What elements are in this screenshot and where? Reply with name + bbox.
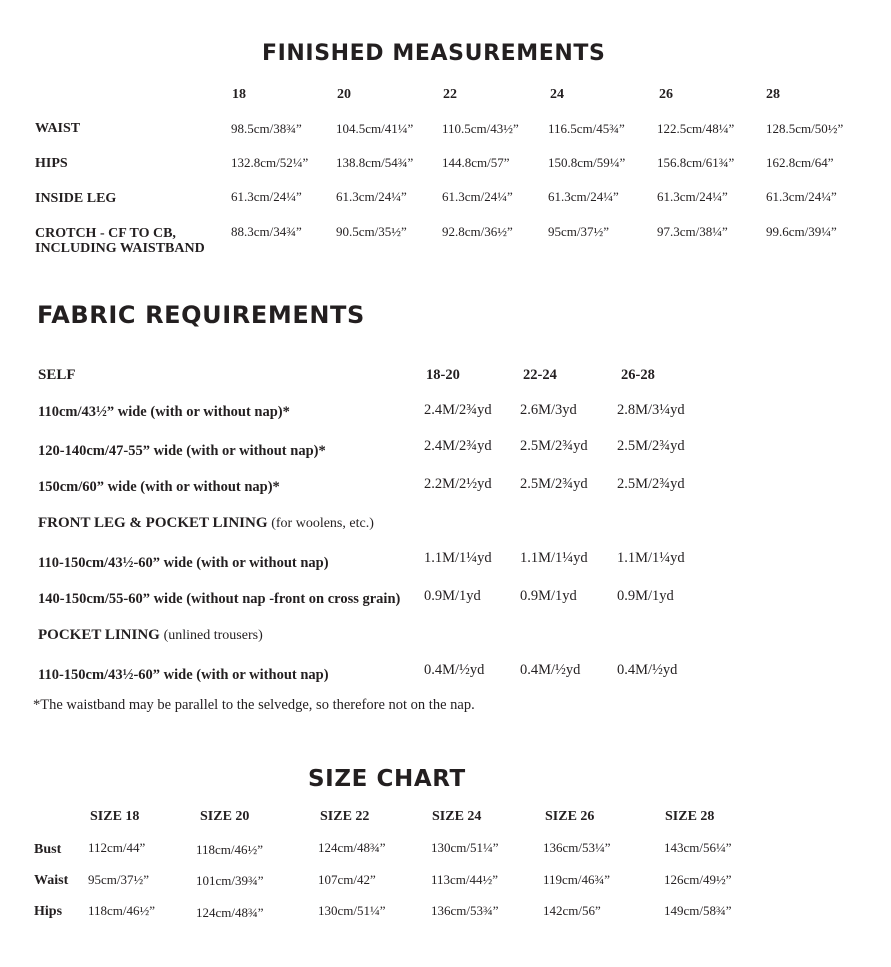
fabric-requirements-title: FABRIC REQUIREMENTS xyxy=(37,301,365,329)
fabric-value: 1.1M/1¼yd xyxy=(617,550,685,566)
fabric-value: 0.9M/1yd xyxy=(424,588,481,604)
cell-value: 116.5cm/45¾” xyxy=(548,121,625,136)
cell-value: 90.5cm/35½” xyxy=(336,224,407,239)
fabric-value: 1.1M/1¼yd xyxy=(520,550,588,566)
fabric-value: 0.4M/½yd xyxy=(520,662,581,678)
fabric-value: 0.4M/½yd xyxy=(424,662,485,678)
size-row-label-hips: Hips xyxy=(34,904,63,919)
size-value: 142cm/56” xyxy=(543,903,601,918)
cell-value: 138.8cm/54¾” xyxy=(336,155,414,170)
fabric-value: 2.4M/2¾yd xyxy=(424,438,492,454)
fabric-value: 0.9M/1yd xyxy=(617,588,674,604)
fabric-value: 2.4M/2¾yd xyxy=(424,402,492,418)
fabric-value: 0.9M/1yd xyxy=(520,588,577,604)
cell-value: 61.3cm/24¼” xyxy=(766,189,837,204)
size-value: 107cm/42” xyxy=(318,872,376,887)
cell-value: 104.5cm/41¼” xyxy=(336,121,414,136)
size-group-header: 22-24 xyxy=(523,367,557,383)
cell-value: 132.8cm/52¼” xyxy=(231,155,309,170)
size-value: 124cm/48¾” xyxy=(196,905,264,920)
front-leg-section-heading xyxy=(38,515,374,532)
size-value: 101cm/39¾” xyxy=(196,873,264,888)
fabric-value: 2.8M/3¼yd xyxy=(617,402,685,418)
row-label-crotch-line2: INCLUDING WAISTBAND xyxy=(35,241,205,256)
cell-value: 97.3cm/38¼” xyxy=(657,224,728,239)
pocket-lining-section-heading xyxy=(38,627,263,644)
cell-value: 61.3cm/24¼” xyxy=(657,189,728,204)
pocket-lining-note: (unlined trousers) xyxy=(163,628,263,643)
front-leg-title: FRONT LEG & POCKET LINING xyxy=(38,515,268,531)
cell-value: 61.3cm/24¼” xyxy=(548,189,619,204)
size-value: 118cm/46½” xyxy=(196,842,264,857)
fabric-value: 2.2M/2½yd xyxy=(424,476,492,492)
fabric-value: 2.6M/3yd xyxy=(520,402,577,418)
row-label-inside-leg: INSIDE LEG xyxy=(35,191,117,206)
fabric-row-label: 110-150cm/43½-60” wide (with or without nap) xyxy=(38,667,329,683)
pocket-lining-title: POCKET LINING xyxy=(38,627,160,643)
size-value: 136cm/53¼” xyxy=(543,840,611,855)
fabric-row-label: 150cm/60” wide (with or without nap)* xyxy=(38,479,280,495)
size-chart-title: SIZE CHART xyxy=(308,766,466,792)
size-header: 24 xyxy=(550,87,564,102)
row-label-waist: WAIST xyxy=(35,121,81,136)
size-header: 18 xyxy=(232,87,246,102)
size-value: 95cm/37½” xyxy=(88,872,150,887)
fabric-row-label: 120-140cm/47-55” wide (with or without nap)* xyxy=(38,443,326,459)
size-row-label-bust: Bust xyxy=(34,842,62,857)
front-leg-note: (for woolens, etc.) xyxy=(271,516,374,531)
size-value: 130cm/51¼” xyxy=(318,903,386,918)
size-value: 112cm/44” xyxy=(88,840,146,855)
size-chart-header: SIZE 20 xyxy=(200,809,250,824)
fabric-value: 2.5M/2¾yd xyxy=(617,476,685,492)
size-header: 22 xyxy=(443,87,457,102)
fabric-value: 1.1M/1¼yd xyxy=(424,550,492,566)
size-header: 26 xyxy=(659,87,673,102)
cell-value: 61.3cm/24¼” xyxy=(442,189,513,204)
size-value: 130cm/51¼” xyxy=(431,840,499,855)
cell-value: 122.5cm/48¼” xyxy=(657,121,735,136)
size-group-header: 18-20 xyxy=(426,367,460,383)
fabric-value: 2.5M/2¾yd xyxy=(520,476,588,492)
cell-value: 95cm/37½” xyxy=(548,224,610,239)
size-value: 113cm/44½” xyxy=(431,872,499,887)
cell-value: 61.3cm/24¼” xyxy=(336,189,407,204)
size-chart-header: SIZE 18 xyxy=(90,809,140,824)
fabric-row-label: 110-150cm/43½-60” wide (with or without nap) xyxy=(38,555,329,571)
size-chart-header: SIZE 22 xyxy=(320,809,370,824)
size-chart-header: SIZE 26 xyxy=(545,809,595,824)
fabric-value: 0.4M/½yd xyxy=(617,662,678,678)
cell-value: 98.5cm/38¾” xyxy=(231,121,302,136)
size-header: 28 xyxy=(766,87,780,102)
cell-value: 128.5cm/50½” xyxy=(766,121,844,136)
size-value: 136cm/53¾” xyxy=(431,903,499,918)
size-value: 124cm/48¾” xyxy=(318,840,386,855)
cell-value: 156.8cm/61¾” xyxy=(657,155,735,170)
row-label-hips: HIPS xyxy=(35,156,68,171)
size-header: 20 xyxy=(337,87,351,102)
cell-value: 99.6cm/39¼” xyxy=(766,224,837,239)
cell-value: 92.8cm/36½” xyxy=(442,224,513,239)
cell-value: 144.8cm/57” xyxy=(442,155,510,170)
size-chart-header: SIZE 28 xyxy=(665,809,715,824)
fabric-value: 2.5M/2¾yd xyxy=(617,438,685,454)
fabric-row-label: 110cm/43½” wide (with or without nap)* xyxy=(38,404,290,420)
size-value: 118cm/46½” xyxy=(88,903,156,918)
size-group-header: 26-28 xyxy=(621,367,655,383)
size-value: 143cm/56¼” xyxy=(664,840,732,855)
size-row-label-waist: Waist xyxy=(34,873,69,888)
cell-value: 61.3cm/24¼” xyxy=(231,189,302,204)
footnote: *The waistband may be parallel to the selvedge, so therefore not on the nap. xyxy=(33,697,475,713)
size-value: 149cm/58¾” xyxy=(664,903,732,918)
self-label: SELF xyxy=(38,367,76,383)
finished-measurements-title: FINISHED MEASUREMENTS xyxy=(262,41,606,66)
cell-value: 150.8cm/59¼” xyxy=(548,155,626,170)
cell-value: 88.3cm/34¾” xyxy=(231,224,302,239)
size-value: 119cm/46¾” xyxy=(543,872,611,887)
fabric-value: 2.5M/2¾yd xyxy=(520,438,588,454)
size-value: 126cm/49½” xyxy=(664,872,732,887)
cell-value: 110.5cm/43½” xyxy=(442,121,519,136)
size-chart-header: SIZE 24 xyxy=(432,809,482,824)
cell-value: 162.8cm/64” xyxy=(766,155,834,170)
fabric-row-label: 140-150cm/55-60” wide (without nap -front on cross grain) xyxy=(38,591,401,607)
row-label-crotch: CROTCH - CF TO CB, xyxy=(35,226,176,241)
